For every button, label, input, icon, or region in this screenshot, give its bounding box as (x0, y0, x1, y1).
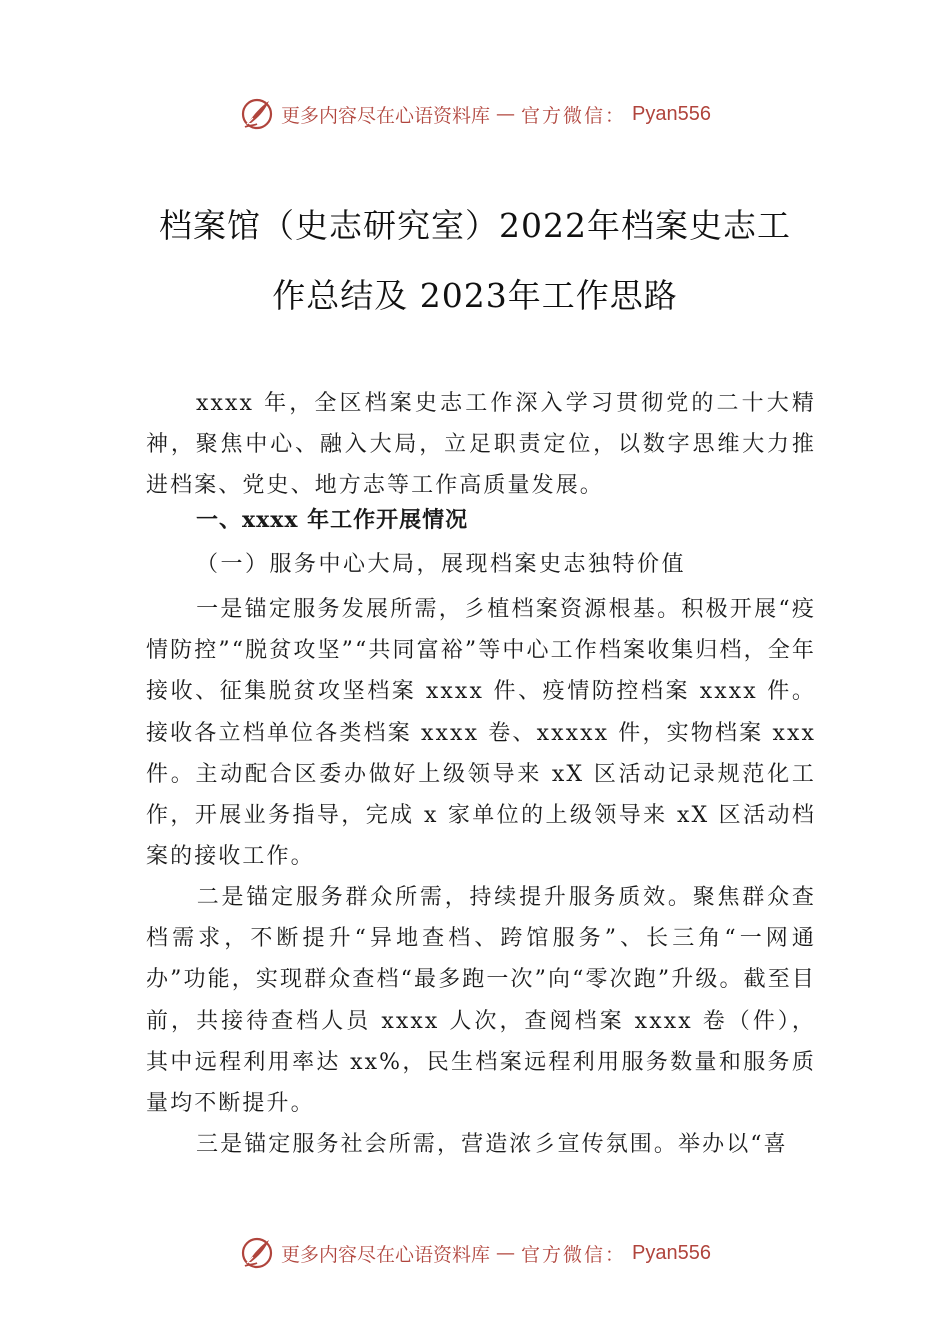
paragraph-1-text: 一是锚定服务发展所需，⼺植档案资源根基。积极开展“疫情防控”“脱贫攻坚”“共同富裕”等中心工作档案收集归档，全年接收、征集脱贫攻坚档案 xxxx 件、疫情防控档案 xxxx 件。接收各立档单位各类档案 xxxx 卷、xxxxx 件，实物档案 xxx 件。主动配合区委办做好上级领导来 xX 区活动记录规范化工作，开展业务指导，完成 x 家单位的上级领导来 xX 区活动档案的接收工作。 (146, 597, 816, 870)
paragraph-2 (146, 877, 816, 1124)
banner-wechat-label: 官方微信： (521, 104, 627, 127)
banner-dash: — (496, 103, 516, 125)
banner-library-text: 更多内容尽在心语资料库 (281, 104, 491, 127)
subsection-1-heading: （一）服务中心大局，展现档案史志独特价值 (196, 552, 687, 577)
banner-wechat-label: 官方微信： (521, 1243, 627, 1266)
quill-logo-icon (239, 1235, 275, 1271)
paragraph-3-text: 三是锚定服务社会所需，营造浓⼺宣传氛围。举办以“喜 (196, 1132, 788, 1157)
document-title-line-1: 档案馆（史志研究室）2022年档案史志工 (159, 206, 791, 245)
intro-paragraph (146, 383, 816, 507)
footer-watermark-banner (0, 1233, 950, 1273)
banner-wechat-id: Pyan556 (632, 102, 711, 125)
banner-wechat-id: Pyan556 (632, 1241, 711, 1264)
quill-logo-icon (239, 96, 275, 132)
banner-dash: — (496, 1242, 516, 1264)
banner-library-text: 更多内容尽在心语资料库 (281, 1243, 491, 1266)
section-1-heading: 一、xxxx 年工作开展情况 (196, 507, 469, 533)
header-watermark-banner (0, 94, 950, 134)
paragraph-3 (146, 1124, 816, 1165)
paragraph-1 (146, 589, 816, 877)
document-title-line-2: 作总结及 2023年工作思路 (272, 276, 678, 315)
intro-text: xxxx 年，全区档案史志工作深入学习贯彻党的二十大精神，聚焦中心、融入大局，立足职责定位，以数字思维大力推进档案、党史、地方志等工作高质量发展。 (146, 391, 816, 499)
paragraph-2-text: 二是锚定服务群众所需，持续提升服务质效。聚焦群众查档需求，不断提升“异地查档、跨馆服务”、长三角“一网通办”功能，实现群众查档“最多跑一次”向“零次跑”升级。截至目前，共接待查档人员 xxxx 人次，查阅档案 xxxx 卷（件），其中远程利用率达 xx%，民生档案远程利用服务数量和服务质量均不断提升。 (146, 885, 816, 1117)
